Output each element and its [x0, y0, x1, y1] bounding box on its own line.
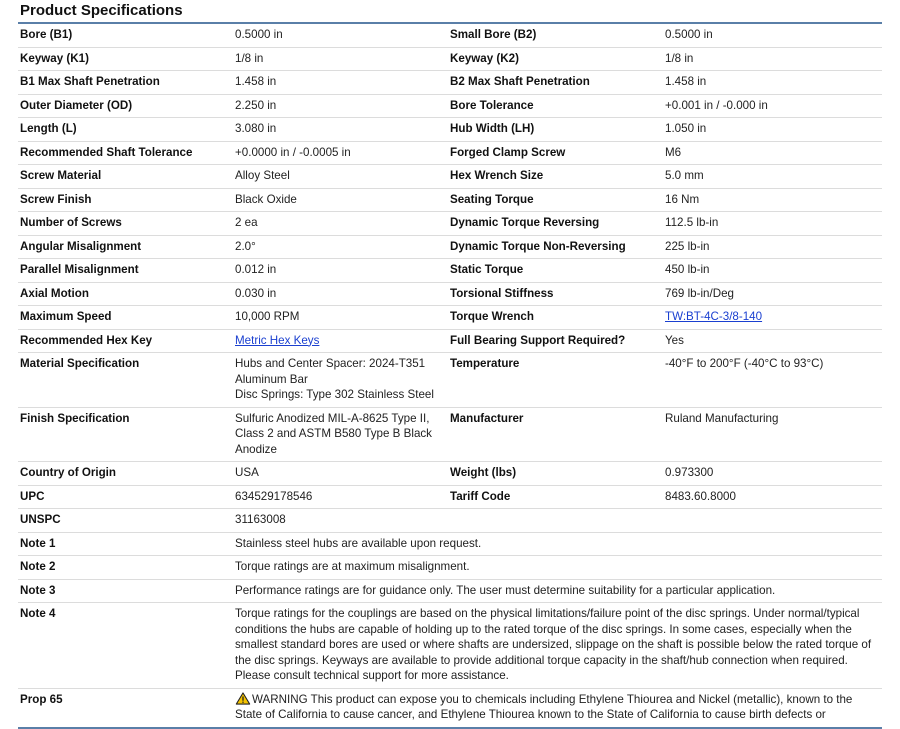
spec-label: Full Bearing Support Required?: [448, 329, 663, 353]
spec-row: [18, 353, 882, 408]
spec-value: 0.030 in: [233, 282, 448, 306]
spec-label: Angular Misalignment: [18, 235, 233, 259]
note-text: Torque ratings for the couplings are based on the physical limitations/failure point of the disc springs. Under normal/typical conditions the hubs are capable of holding up to the rated torque of the disc springs. In some cases, especially when the smallest standard bores are used or where shafts are undersized, slippage on the shaft is possible below the rated torque of the disc springs. Keyways are available to provide additional torque capacity in the shaft/hub connection when required. Please consult technical support for more assistance.: [233, 603, 882, 689]
spec-value: Alloy Steel: [233, 165, 448, 189]
note-text: Performance ratings are for guidance only. The user must determine suitability for a particular application.: [233, 579, 882, 603]
spec-label: UNSPC: [18, 509, 233, 533]
spec-label: Static Torque: [448, 259, 663, 283]
spec-value: [663, 306, 882, 330]
spec-row: [18, 118, 882, 142]
spec-value: Yes: [663, 329, 882, 353]
spec-value: 0.973300: [663, 462, 882, 486]
spec-row: [18, 509, 882, 533]
spec-value: 0.012 in: [233, 259, 448, 283]
spec-value: 3.080 in: [233, 118, 448, 142]
spec-row: [18, 462, 882, 486]
spec-label: Dynamic Torque Reversing: [448, 212, 663, 236]
spec-label: Keyway (K2): [448, 47, 663, 71]
spec-label: Recommended Hex Key: [18, 329, 233, 353]
spec-label: Seating Torque: [448, 188, 663, 212]
spec-label: Screw Finish: [18, 188, 233, 212]
spec-value: 1.458 in: [663, 71, 882, 95]
spec-label: Dynamic Torque Non-Reversing: [448, 235, 663, 259]
spec-label: Hex Wrench Size: [448, 165, 663, 189]
spec-label: B1 Max Shaft Penetration: [18, 71, 233, 95]
spec-table-body: [18, 24, 882, 728]
spec-row: [18, 235, 882, 259]
spec-label: Small Bore (B2): [448, 24, 663, 47]
spec-value: 0.5000 in: [663, 24, 882, 47]
spec-label: UPC: [18, 485, 233, 509]
note-text: Stainless steel hubs are available upon request.: [233, 532, 882, 556]
note-text: Torque ratings are at maximum misalignment.: [233, 556, 882, 580]
spec-row: [18, 94, 882, 118]
note-label: Note 3: [18, 579, 233, 603]
note-row: [18, 532, 882, 556]
spec-label: Material Specification: [18, 353, 233, 408]
spec-value: 1/8 in: [663, 47, 882, 71]
spec-row: [18, 165, 882, 189]
spec-value: -40°F to 200°F (-40°C to 93°C): [663, 353, 882, 408]
spec-sheet: [18, 0, 882, 729]
spec-label: Tariff Code: [448, 485, 663, 509]
spec-label: Bore Tolerance: [448, 94, 663, 118]
spec-row: [18, 24, 882, 47]
spec-row: [18, 407, 882, 462]
spec-value: 634529178546: [233, 485, 448, 509]
torque-wrench-link[interactable]: TW:BT-4C-3/8-140: [665, 310, 763, 323]
note-text: [233, 688, 882, 728]
spec-value: 2.250 in: [233, 94, 448, 118]
spec-label: Length (L): [18, 118, 233, 142]
spec-value: 2 ea: [233, 212, 448, 236]
spec-label: Torsional Stiffness: [448, 282, 663, 306]
spec-value: 225 lb-in: [663, 235, 882, 259]
spec-value: 10,000 RPM: [233, 306, 448, 330]
spec-label: Maximum Speed: [18, 306, 233, 330]
spec-label: Screw Material: [18, 165, 233, 189]
spec-value: 112.5 lb-in: [663, 212, 882, 236]
spec-value: [233, 329, 448, 353]
spec-value: +0.0000 in / -0.0005 in: [233, 141, 448, 165]
spec-value: 16 Nm: [663, 188, 882, 212]
spec-value: 1.050 in: [663, 118, 882, 142]
spec-row: [18, 188, 882, 212]
spec-row: [18, 47, 882, 71]
hex-keys-link[interactable]: Metric Hex Keys: [235, 333, 320, 347]
note-label: Note 4: [18, 603, 233, 689]
spec-row: [18, 212, 882, 236]
spec-row: [18, 259, 882, 283]
spec-value: +0.001 in / -0.000 in: [663, 94, 882, 118]
spec-value: Black Oxide: [233, 188, 448, 212]
spec-value: Hubs and Center Spacer: 2024-T351 Aluminum Bar Disc Springs: Type 302 Stainless Steel: [233, 353, 448, 408]
note-row: [18, 579, 882, 603]
spec-label: Hub Width (LH): [448, 118, 663, 142]
spec-row: [18, 141, 882, 165]
spec-label: Forged Clamp Screw: [448, 141, 663, 165]
spec-value: 0.5000 in: [233, 24, 448, 47]
spec-value: 1/8 in: [233, 47, 448, 71]
spec-value: 769 lb-in/Deg: [663, 282, 882, 306]
spec-value: 2.0°: [233, 235, 448, 259]
spec-label: Finish Specification: [18, 407, 233, 462]
spec-label: Recommended Shaft Tolerance: [18, 141, 233, 165]
spec-row: [18, 306, 882, 330]
spec-label: Parallel Misalignment: [18, 259, 233, 283]
spec-label: Axial Motion: [18, 282, 233, 306]
warning-triangle-icon: [235, 692, 251, 705]
spec-row: [18, 282, 882, 306]
spec-label: Number of Screws: [18, 212, 233, 236]
section-title: Product Specifications: [18, 0, 882, 24]
spec-row: [18, 329, 882, 353]
prop65-warning-text: WARNING This product can expose you to chemicals including Ethylene Thiourea and Nickel (metallic), known to the State of California to cause cancer, and Ethylene Thiourea known to the State of California to cause birth defects or: [235, 692, 853, 721]
spec-value: Ruland Manufacturing: [663, 407, 882, 462]
spec-label: B2 Max Shaft Penetration: [448, 71, 663, 95]
note-label: Note 2: [18, 556, 233, 580]
spec-value: [663, 509, 882, 533]
note-label: Note 1: [18, 532, 233, 556]
spec-table: [18, 24, 882, 729]
spec-value: 8483.60.8000: [663, 485, 882, 509]
spec-label: Manufacturer: [448, 407, 663, 462]
spec-value: 1.458 in: [233, 71, 448, 95]
spec-label: Torque Wrench: [448, 306, 663, 330]
spec-value: USA: [233, 462, 448, 486]
spec-value: M6: [663, 141, 882, 165]
note-row: [18, 603, 882, 689]
prop65-row: [18, 688, 882, 728]
spec-label: [448, 509, 663, 533]
spec-value: 5.0 mm: [663, 165, 882, 189]
spec-label: Temperature: [448, 353, 663, 408]
spec-value: Sulfuric Anodized MIL-A-8625 Type II, Class 2 and ASTM B580 Type B Black Anodize: [233, 407, 448, 462]
spec-value: 450 lb-in: [663, 259, 882, 283]
spec-label: Keyway (K1): [18, 47, 233, 71]
note-row: [18, 556, 882, 580]
spec-label: Country of Origin: [18, 462, 233, 486]
spec-label: Outer Diameter (OD): [18, 94, 233, 118]
spec-row: [18, 485, 882, 509]
spec-value: 31163008: [233, 509, 448, 533]
spec-label: Weight (lbs): [448, 462, 663, 486]
note-label: Prop 65: [18, 688, 233, 728]
spec-label: Bore (B1): [18, 24, 233, 47]
spec-row: [18, 71, 882, 95]
